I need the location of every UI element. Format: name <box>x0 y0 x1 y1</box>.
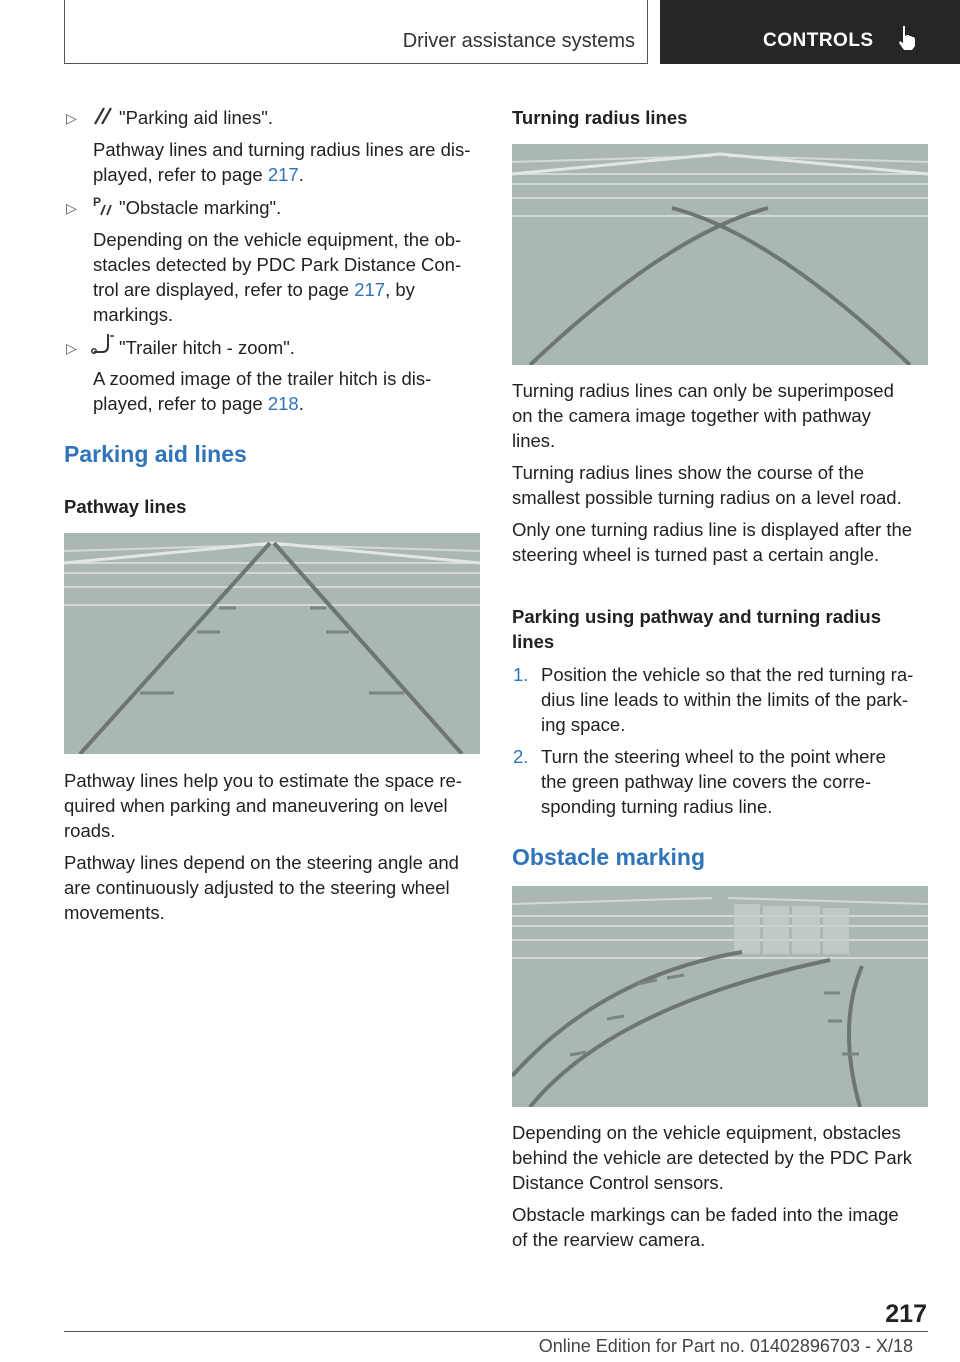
page-link[interactable]: 218 <box>267 393 299 414</box>
subsection-title: Parking using pathway and turning radius lines <box>512 606 882 652</box>
turning-paragraph: Turning radius lines can only be superimposed on the camera image together with pathway lines. <box>512 380 894 451</box>
footer-edition: Online Edition for Part no. 01402896703 - X/18 <box>538 1336 913 1356</box>
page-link[interactable]: 217 <box>354 279 386 300</box>
page-link[interactable]: 217 <box>267 164 299 185</box>
header-chapter-title: CONTROLS <box>763 30 874 51</box>
page-number: 217 <box>885 1300 927 1328</box>
trailer-hitch-icon <box>90 332 116 356</box>
step-text: Turn the steering wheel to the point where the green pathway line covers the corre- sponding turning radius line. <box>541 746 886 817</box>
pathway-lines-image <box>64 533 480 754</box>
item-description: Depending on the vehicle equipment, the ob- <box>93 229 462 250</box>
bullet-marker: ▷ <box>66 110 77 126</box>
svg-text:P: P <box>93 195 102 209</box>
pathway-paragraph: Pathway lines help you to estimate the space re- quired when parking and maneuvering on level roads. <box>64 770 462 841</box>
obstacle-paragraph: Obstacle markings can be faded into the image of the rearview camera. <box>512 1204 899 1250</box>
subsection-title: Turning radius lines <box>512 107 688 128</box>
bullet-marker: ▷ <box>66 200 77 216</box>
item-description: A zoomed image of the trailer hitch is dis- <box>93 368 432 389</box>
step-number: 2. <box>513 746 529 767</box>
section-title: Parking aid lines <box>64 441 247 467</box>
obstacle-marking-icon <box>92 194 114 216</box>
menu-option-parking-aid-lines: "Parking aid lines". <box>119 107 274 128</box>
obstacle-marking-image <box>512 886 928 1107</box>
subsection-title: Pathway lines <box>64 496 187 517</box>
footer-divider <box>64 1331 928 1332</box>
header-section-title: Driver assistance systems <box>402 30 635 52</box>
item-description: trol are displayed, refer to page 217, by <box>93 279 415 300</box>
pathway-paragraph: Pathway lines depend on the steering angle and are continuously adjusted to the steering wheel movements. <box>64 852 459 923</box>
item-description: markings. <box>93 304 174 325</box>
item-description: played, refer to page 217. <box>93 164 304 185</box>
hand-pointer-icon <box>895 24 919 52</box>
item-description: Pathway lines and turning radius lines are dis- <box>93 139 471 160</box>
obstacle-paragraph: Depending on the vehicle equipment, obstacles behind the vehicle are detected by the PDC Park Distance Control sensors. <box>512 1122 913 1193</box>
item-description: stacles detected by PDC Park Distance Con- <box>93 254 462 275</box>
item-description: played, refer to page 218. <box>93 393 304 414</box>
step-text: Position the vehicle so that the red turning ra- dius line leads to within the limits of the park- ing space. <box>541 664 914 735</box>
turning-paragraph: Turning radius lines show the course of the smallest possible turning radius on a level road. <box>512 462 902 508</box>
step-number: 1. <box>513 664 529 685</box>
menu-option-obstacle-marking: "Obstacle marking". <box>119 197 282 218</box>
turning-paragraph: Only one turning radius line is displayed after the steering wheel is turned past a certain angle. <box>512 519 913 565</box>
turning-radius-lines-image <box>512 144 928 365</box>
parking-aid-lines-icon <box>92 106 114 126</box>
menu-option-trailer-hitch-zoom: "Trailer hitch - zoom". <box>119 337 295 358</box>
bullet-marker: ▷ <box>66 340 77 356</box>
section-title: Obstacle marking <box>512 844 706 870</box>
